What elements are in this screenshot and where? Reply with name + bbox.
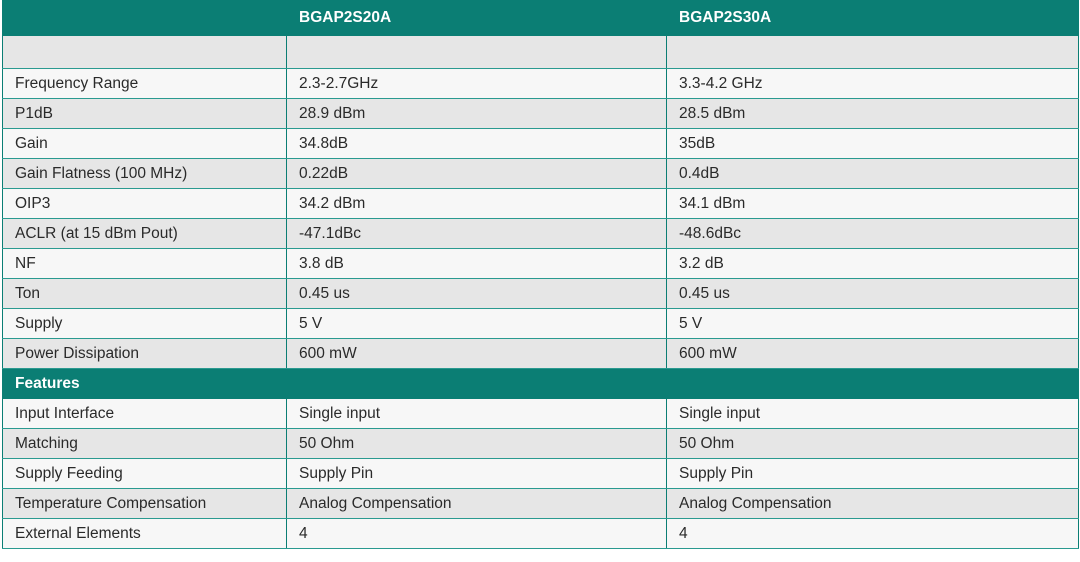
features-section-filler xyxy=(287,369,1079,399)
value-b: Single input xyxy=(667,399,1079,429)
value-a: 28.9 dBm xyxy=(287,99,667,129)
value-b: 3.2 dB xyxy=(667,249,1079,279)
value-a: 5 V xyxy=(287,309,667,339)
param-label: P1dB xyxy=(3,99,287,129)
value-b: 34.1 dBm xyxy=(667,189,1079,219)
value-a: 50 Ohm xyxy=(287,429,667,459)
value-a: Supply Pin xyxy=(287,459,667,489)
value-b: 5 V xyxy=(667,309,1079,339)
spacer-cell xyxy=(287,36,667,69)
value-b: 50 Ohm xyxy=(667,429,1079,459)
value-b: 28.5 dBm xyxy=(667,99,1079,129)
spacer-cell xyxy=(667,36,1079,69)
table-row xyxy=(3,249,1079,279)
value-b: 3.3-4.2 GHz xyxy=(667,69,1079,99)
value-a: Single input xyxy=(287,399,667,429)
value-b: Analog Compensation xyxy=(667,489,1079,519)
value-b: Supply Pin xyxy=(667,459,1079,489)
table-row xyxy=(3,339,1079,369)
header-parameter-cell xyxy=(3,0,287,36)
value-a: -47.1dBc xyxy=(287,219,667,249)
value-b: -48.6dBc xyxy=(667,219,1079,249)
param-label: Gain Flatness (100 MHz) xyxy=(3,159,287,189)
header-model-a: BGAP2S20A xyxy=(287,0,667,36)
table-row xyxy=(3,309,1079,339)
table-row xyxy=(3,129,1079,159)
table-row xyxy=(3,219,1079,249)
param-label: Gain xyxy=(3,129,287,159)
param-label: Temperature Compensation xyxy=(3,489,287,519)
table-row xyxy=(3,189,1079,219)
value-a: 600 mW xyxy=(287,339,667,369)
value-a: 34.8dB xyxy=(287,129,667,159)
table-row xyxy=(3,279,1079,309)
value-a: 34.2 dBm xyxy=(287,189,667,219)
param-label: OIP3 xyxy=(3,189,287,219)
param-label: Power Dissipation xyxy=(3,339,287,369)
table-row xyxy=(3,399,1079,429)
spacer-row xyxy=(3,36,1079,69)
value-b: 0.45 us xyxy=(667,279,1079,309)
value-a: 0.45 us xyxy=(287,279,667,309)
table-row xyxy=(3,459,1079,489)
param-label: NF xyxy=(3,249,287,279)
features-section-title: Features xyxy=(3,369,287,399)
value-a: 3.8 dB xyxy=(287,249,667,279)
param-label: Matching xyxy=(3,429,287,459)
header-row xyxy=(3,0,1079,36)
param-label: Supply Feeding xyxy=(3,459,287,489)
param-label: External Elements xyxy=(3,519,287,549)
table-row xyxy=(3,159,1079,189)
value-b: 0.4dB xyxy=(667,159,1079,189)
table-row xyxy=(3,519,1079,549)
table-row xyxy=(3,429,1079,459)
param-label: Frequency Range xyxy=(3,69,287,99)
value-b: 600 mW xyxy=(667,339,1079,369)
header-model-b: BGAP2S30A xyxy=(667,0,1079,36)
param-label: Input Interface xyxy=(3,399,287,429)
table-row xyxy=(3,99,1079,129)
value-b: 4 xyxy=(667,519,1079,549)
value-a: 4 xyxy=(287,519,667,549)
table-row xyxy=(3,489,1079,519)
value-a: 0.22dB xyxy=(287,159,667,189)
spacer-cell xyxy=(3,36,287,69)
value-b: 35dB xyxy=(667,129,1079,159)
spec-table xyxy=(2,0,1079,549)
features-section-row xyxy=(3,369,1079,399)
value-a: Analog Compensation xyxy=(287,489,667,519)
table-row xyxy=(3,69,1079,99)
param-label: ACLR (at 15 dBm Pout) xyxy=(3,219,287,249)
value-a: 2.3-2.7GHz xyxy=(287,69,667,99)
param-label: Supply xyxy=(3,309,287,339)
param-label: Ton xyxy=(3,279,287,309)
